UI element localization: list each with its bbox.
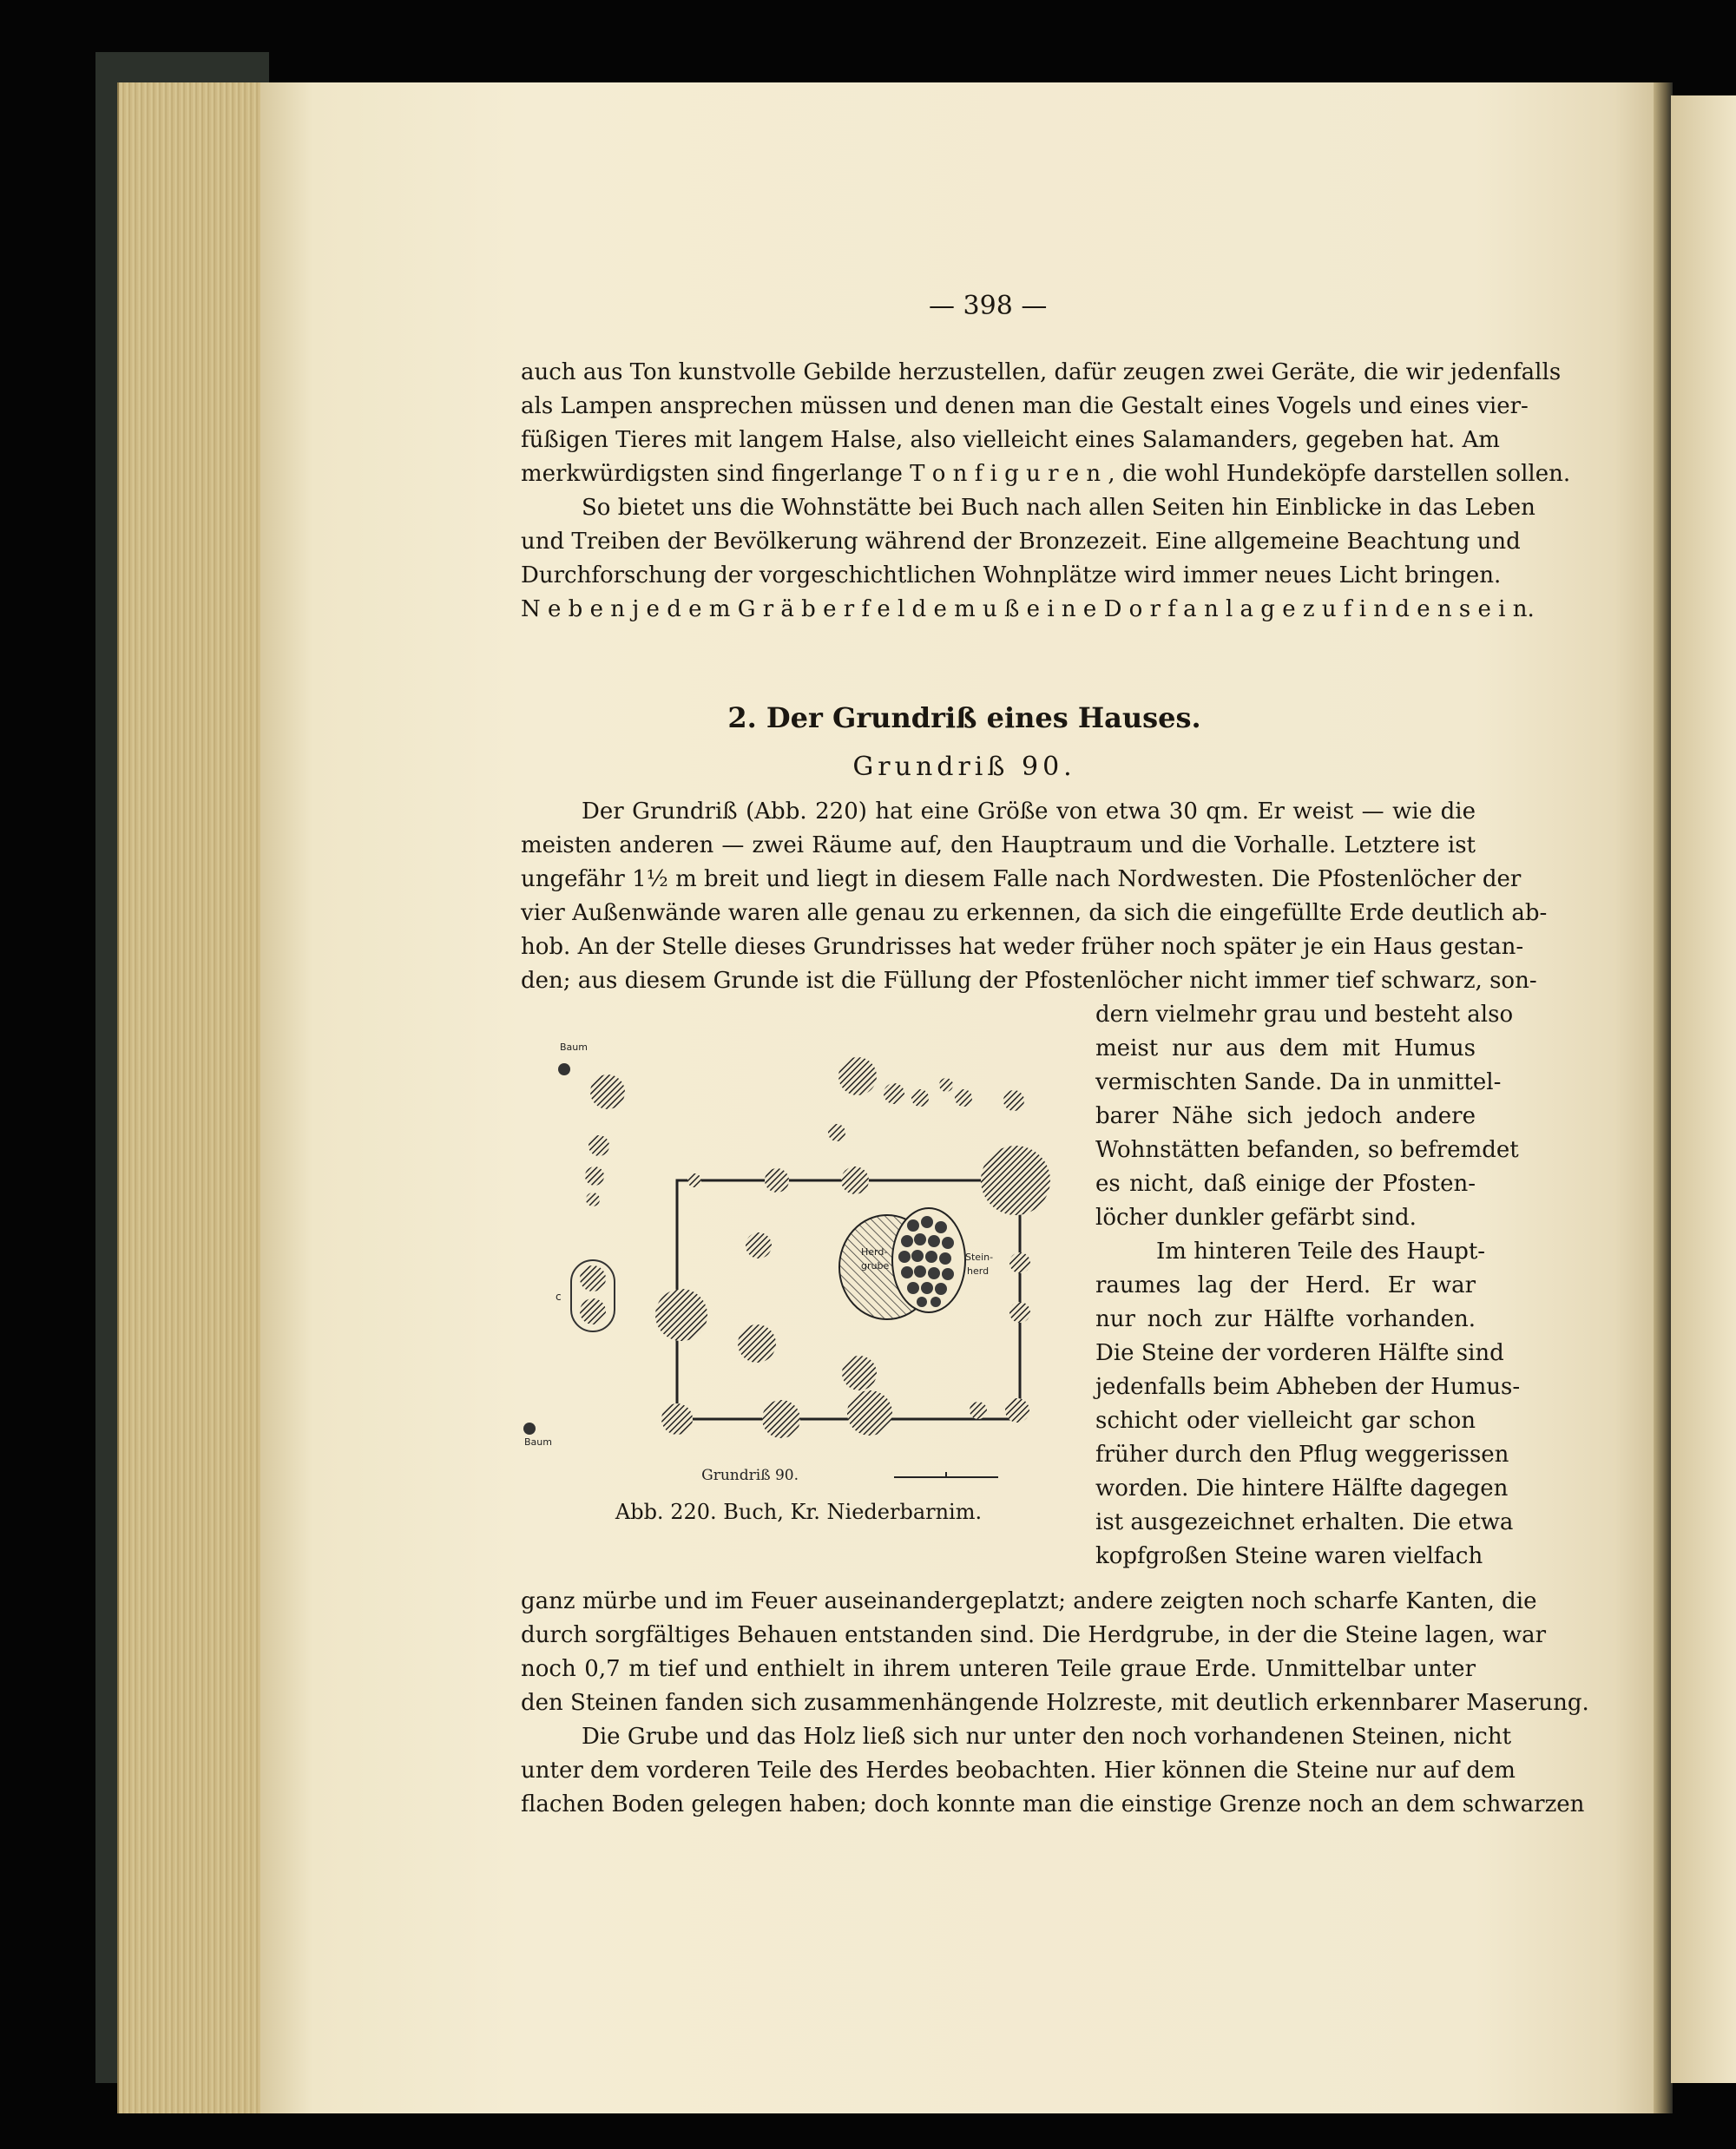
- text-line: noch 0,7 m tief und enthielt in ihrem unteren Teile graue Erde. Unmittelbar unter: [521, 1656, 1476, 1682]
- text-line: Wohnstätten befanden, so befremdet: [1095, 1137, 1519, 1163]
- text-line: worden. Die hintere Hälfte dagegen: [1095, 1475, 1509, 1502]
- text-line: vermischten Sande. Da in unmittel-: [1095, 1069, 1502, 1095]
- figure-label: Abb. 220. Buch, Kr. Niederbarnim.: [615, 1500, 983, 1524]
- text-line: meist nur aus dem mit Humus: [1095, 1035, 1476, 1061]
- text-line: unter dem vorderen Teile des Herdes beobachten. Hier können die Steine nur auf dem: [521, 1758, 1516, 1784]
- paragraph-3: [521, 795, 1548, 998]
- text-line: schicht oder vielleicht gar schon: [1095, 1408, 1476, 1434]
- text-line: löcher dunkler gefärbt sind.: [1095, 1205, 1417, 1231]
- text-line: es nicht, daß einige der Pfosten-: [1095, 1171, 1476, 1197]
- floor-plan-figure: [512, 1024, 1085, 1536]
- tree-icon-top: [558, 1042, 588, 1075]
- text-line: dern vielmehr grau und besteht also: [1095, 1002, 1514, 1028]
- next-page-edge: [1671, 95, 1736, 2083]
- text-line: kopfgroßen Steine waren vielfach: [1095, 1543, 1483, 1569]
- text-line: füßigen Tieres mit langem Halse, also vielleicht eines Salamanders, gegeben hat. Am: [521, 427, 1500, 453]
- tree-label: Baum: [560, 1042, 588, 1053]
- paragraph-1: [521, 356, 1571, 491]
- text-line: vier Außenwände waren alle genau zu erkennen, da sich die eingefüllte Erde deutlich ab-: [521, 900, 1548, 926]
- text-line: als Lampen ansprechen müssen und denen man die Gestalt eines Vogels und eines vier-: [521, 393, 1529, 419]
- text-line: hob. An der Stelle dieses Grundrisses hat weder früher noch später je ein Haus gestan-: [521, 934, 1524, 960]
- text-line: ungefähr 1½ m breit und liegt in diesem Falle nach Nordwesten. Die Pfostenlöcher der: [521, 866, 1522, 892]
- floor-plan-drawing: [512, 1024, 1085, 1493]
- text-line: durch sorgfältiges Behauen entstanden sind. Die Herdgrube, in der die Steine lagen, war: [521, 1622, 1547, 1648]
- text-line: So bietet uns die Wohnstätte bei Buch nach allen Seiten hin Einblicke in das Leben: [582, 495, 1535, 521]
- book-gutter: [1654, 82, 1673, 2113]
- text-line: Durchforschung der vorgeschichtlichen Wohnplätze wird immer neues Licht bringen.: [521, 562, 1502, 588]
- paragraph-4: [521, 1585, 1589, 1720]
- text-line: ist ausgezeichnet erhalten. Die etwa: [1095, 1509, 1514, 1535]
- text-line: Der Grundriß (Abb. 220) hat eine Größe von etwa 30 qm. Er weist — wie die: [582, 798, 1476, 825]
- herd-label: Herd-: [861, 1246, 888, 1258]
- svg-text:grube: grube: [861, 1260, 890, 1272]
- text-line: früher durch den Pflug weggerissen: [1095, 1442, 1509, 1468]
- text-line: Die Grube und das Holz ließ sich nur unter den noch vorhandenen Steinen, nicht: [582, 1724, 1512, 1750]
- text-line: flachen Boden gelegen haben; doch konnte man die einstige Grenze noch an dem schwarzen: [521, 1791, 1585, 1817]
- text-line: N e b e n j e d e m G r ä b e r f e l d e m u ß e i n e D o r f a n l a g e z u f i n d e n s e i n.: [521, 596, 1535, 622]
- text-line: den Steinen fanden sich zusammenhängende Holzreste, mit deutlich erkennbarer Maserung.: [521, 1690, 1589, 1716]
- text-line: meisten anderen — zwei Räume auf, den Hauptraum und die Vorhalle. Letztere ist: [521, 832, 1476, 858]
- svg-text:herd: herd: [967, 1265, 990, 1277]
- section-title: 2. Der Grundriß eines Hauses.: [727, 701, 1201, 734]
- text-line: nur noch zur Hälfte vorhanden.: [1095, 1306, 1476, 1332]
- paragraph-5: [521, 1720, 1585, 1822]
- text-line: und Treiben der Bevölkerung während der Bronzezeit. Eine allgemeine Beachtung und: [521, 529, 1521, 555]
- text-line: raumes lag der Herd. Er war: [1095, 1272, 1476, 1298]
- figure-caption: Grundriß 90.: [701, 1467, 799, 1484]
- tree-icon-bottom: [523, 1423, 552, 1448]
- text-line: auch aus Ton kunstvolle Gebilde herzustellen, dafür zeugen zwei Geräte, die wir jedenfalls: [521, 359, 1562, 385]
- page-edges: [117, 82, 284, 2113]
- text-line: ganz mürbe und im Feuer auseinandergeplatzt; andere zeigten noch scharfe Kanten, die: [521, 1588, 1537, 1614]
- side-column: [1095, 998, 1521, 1574]
- page-number: — 398 —: [929, 291, 1048, 321]
- stein-label: Stein-: [965, 1252, 994, 1263]
- text-line: jedenfalls beim Abheben der Humus-: [1095, 1374, 1521, 1400]
- text-line: den; aus diesem Grunde ist die Füllung der Pfostenlöcher nicht immer tief schwarz, son-: [521, 968, 1537, 994]
- text-line: Im hinteren Teile des Haupt-: [1156, 1239, 1486, 1265]
- sub-title: Grundriß 90.: [852, 752, 1076, 782]
- c-label: c: [556, 1291, 562, 1303]
- text-line: barer Nähe sich jedoch andere: [1095, 1103, 1476, 1129]
- text-line: Die Steine der vorderen Hälfte sind: [1095, 1340, 1504, 1366]
- tree-label: Baum: [524, 1436, 552, 1448]
- text-line: merkwürdigsten sind fingerlange T o n f i g u r e n , die wohl Hundeköpfe darstellen sollen.: [521, 461, 1571, 487]
- paragraph-2: [521, 491, 1535, 627]
